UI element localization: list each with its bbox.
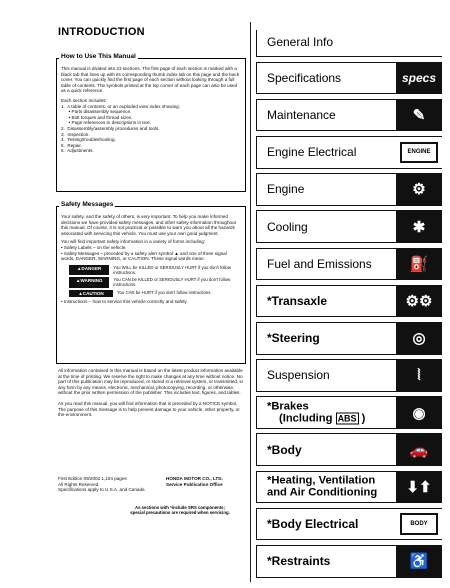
tab-label: *Body (267, 442, 302, 457)
tab-label: Fuel and Emissions (267, 256, 372, 271)
caution-label: ▲CAUTION (69, 290, 113, 298)
edition-line: First Edition 09/2002 1,104 pages (58, 476, 127, 481)
howto-item: 2. Disassembly/assembly procedures and tools. (61, 125, 160, 131)
howto-item: 6. Adjustments. (61, 148, 94, 154)
safety-para-1: Your safety, and the safety of others, is very important. To help you make informed decisions we have provided safety messages, and other safety information throughout this manual. Of course, it is not practical or possible to warn you about all the hazards associated with servicing this vehicle. You must use your own good judgment. (61, 214, 236, 236)
howto-item: 5. Repair. (61, 142, 82, 148)
tab-label-part: and Air Conditioning (267, 486, 378, 499)
edition-info (58, 476, 158, 493)
tab-label: Engine Electrical (267, 145, 357, 160)
tab-restraints[interactable] (256, 545, 442, 578)
safety-bullet-messages: • Safety Messages – preceded by a safety alert symbol ▲ and one of three signal words, DANGER, WARNING, or CAUTION. These signal words mean: (61, 250, 227, 262)
tab-label-line-1: *Brakes (267, 400, 309, 413)
howto-box (56, 53, 246, 192)
tab-suspension[interactable] (256, 359, 442, 392)
tab-body[interactable] (256, 433, 442, 466)
tab-label-part: (Including (279, 412, 336, 425)
suspension-spring-icon: ⦚ (396, 360, 442, 391)
brake-disc-icon: ◉ (396, 397, 442, 428)
safety-box (56, 201, 246, 364)
tab-label: General Info (267, 34, 334, 49)
abs-badge: ABS (337, 413, 357, 424)
howto-item: 3. Inspection. (61, 131, 90, 137)
howto-item: • Bolt torques and thread sizes. (61, 114, 133, 120)
howto-intro: This manual is divided into 23 sections. The first page of each section is marked with a black tab that lines up with its corresponding thumb index tab on this page and the back cover. You can quickly find the first page of each section without looking through a full table of contents. The symbols printed at the top corner of each page can also be used as a quick reference. (61, 66, 239, 94)
tab-label: Maintenance (267, 108, 336, 123)
page-divider (250, 22, 251, 582)
tab-label-line-2 (267, 413, 365, 426)
notice-para-2: As you read this manual, you will find information that is preceded by a NOTICE symbol. The purpose of this message is to help prevent damage to your vehicle, other property, or the environment. (58, 400, 240, 418)
signal-row-warning (69, 277, 241, 287)
safety-bullet-instructions: • Instructions – how to service this vehicle correctly and safely. (61, 299, 188, 305)
tab-label: Specifications (267, 70, 342, 85)
warning-label: ▲WARNING (69, 277, 109, 287)
tab-heating-ventilation[interactable] (256, 471, 442, 504)
publisher-info (166, 476, 246, 487)
srs-note (110, 505, 250, 515)
tab-engine-electrical[interactable] (256, 136, 442, 169)
seatbelt-icon: ♿ (396, 546, 442, 577)
srs-line-2: special precautions are required when servicing. (130, 510, 230, 516)
page-title: INTRODUCTION (58, 26, 145, 38)
tab-label: Suspension (267, 368, 330, 383)
company-line: HONDA MOTOR CO., LTD. (166, 476, 223, 481)
howto-item: • Parts disassembly sequence. (61, 109, 132, 115)
hvac-icon: ⬇⬆ (396, 472, 442, 503)
transaxle-gears-icon: ⚙⚙ (396, 286, 442, 317)
tab-label-line-2 (267, 487, 377, 500)
tab-body-electrical[interactable] (256, 508, 442, 541)
office-line: Service Publication Office (166, 481, 223, 487)
tab-transaxle[interactable] (256, 285, 442, 318)
tab-label: *Body Electrical (267, 517, 359, 532)
tab-label: *Restraints (267, 554, 331, 569)
engine-electrical-icon: ENGINE (400, 142, 438, 163)
steering-wheel-icon: ◎ (396, 323, 442, 354)
safety-para-2: You will find important safety information in a variety of forms including: (61, 239, 206, 245)
tab-maintenance[interactable] (256, 99, 442, 132)
specs-icon: specs (396, 63, 442, 94)
warning-text: You CAN be KILLED or SERIOUSLY HURT if you don't follow instructions. (113, 277, 231, 288)
tab-label (267, 400, 365, 425)
safety-heading: Safety Messages (61, 201, 114, 208)
danger-label: ▲DANGER (69, 265, 109, 275)
tab-cooling[interactable] (256, 210, 442, 243)
maintenance-tools-icon: ✎ (396, 100, 442, 131)
notice-para-1: All information contained in this manual is based on the latest product information available at the time of printing. We reserve the right to make changes at any time without notice. No part of this publication may be reproduced, or stored in a retrieval system, or transmitted, in any form by any means, electronic, mechanical, photocopying, recording, or otherwise, without the prior written permission of the publisher. This includes text, figures, and tables. (58, 368, 244, 396)
signal-row-danger (69, 265, 241, 275)
howto-item: 1. A table of contents, or an exploded view index showing: (61, 103, 181, 109)
tab-label-part: ) (361, 412, 366, 425)
howto-item: 4. Testing/troubleshooting. (61, 137, 116, 143)
danger-text: You WILL be KILLED or SERIOUSLY HURT if you don't follow instructions. (113, 264, 231, 275)
tab-brakes[interactable] (256, 396, 442, 429)
caution-text: You CAN be HURT if you don't follow instructions. (117, 289, 212, 295)
car-body-icon: 🚗 (396, 434, 442, 465)
tab-label: *Steering (267, 331, 320, 346)
signal-row-caution (69, 290, 241, 298)
tab-general-info[interactable] (256, 30, 442, 57)
tab-label: *Transaxle (267, 294, 328, 309)
tab-fuel-and-emissions[interactable] (256, 248, 442, 281)
cooling-fan-icon: ✱ (396, 211, 442, 242)
howto-contains: Each section includes: (61, 97, 107, 103)
notice-section (58, 368, 244, 418)
body-electrical-icon: BODY (400, 513, 438, 534)
tab-specifications[interactable] (256, 62, 442, 95)
howto-items (61, 104, 241, 154)
tab-label-line-1: *Heating, Ventilation (267, 474, 376, 487)
tab-label: Engine (267, 182, 305, 197)
safety-bullet-labels: • Safety Labels – on the vehicle. (61, 244, 127, 250)
tab-label (267, 474, 377, 499)
tab-label: Cooling (267, 219, 308, 234)
tab-steering[interactable] (256, 322, 442, 355)
howto-item: • Page references to descriptions in text. (61, 120, 151, 126)
spec-line: Specifications apply to U.S.A. and Canada (58, 487, 145, 493)
rights-line: All Rights Reserved (58, 481, 99, 487)
fuel-pump-icon: ⛽ (396, 249, 442, 280)
howto-heading: How to Use This Manual (61, 53, 136, 60)
engine-icon: ⚙ (396, 174, 442, 205)
tab-engine[interactable] (256, 173, 442, 206)
srs-line-1: As sections with *include SRS components; (134, 505, 225, 510)
section-tabs (256, 30, 442, 582)
